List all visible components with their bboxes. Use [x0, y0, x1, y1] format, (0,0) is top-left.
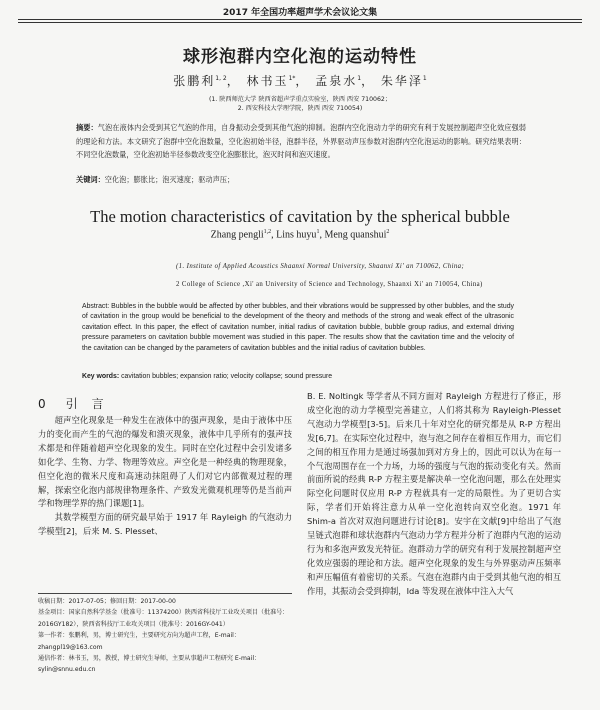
en-keywords-text: cavitation bubbles; expansion ratio; velocity collapse; sound pressure [121, 373, 333, 380]
cn-author: 朱华泽 [380, 74, 423, 88]
cn-author-sup: 1, 2 [215, 75, 227, 82]
en-abstract [82, 302, 514, 354]
running-header: 2017 年全国功率超声学术会议论文集 [222, 8, 378, 18]
cn-author-sup: 1 [422, 75, 427, 82]
section-title: 引言 [65, 397, 118, 411]
en-authors: Zhang pengli$^{1,2}$, Lins huyu$^1$, Meng quanshui$^2$ [210, 229, 390, 241]
body-paragraph: B. E. Noltingk 等学者从不同方面对 Rayleigh 方程进行了修正，形成空化泡的动力学模型完善建立，人们将其称为 Rayleigh-Plesset 气泡动力学模型[3-5]。后来几十年对空化的研究都是从 R-P 方程出发[6,7]。在实际空化过程中，泡与泡之间存在着相互作用力，而它们之间的相互作用力是通过场强加到对方身上的，因此可以认为在每一个气泡周围存在一个力场，力场的强度与气泡的振动变化有关。然而前面所说的经典 R-P 方程主要是解决单一空化泡问题，那么在处理实际空化问题时仅应用 R-P 方程就具有一定的局限性。为了更切合实际，学者们开始将注意力从单一空化泡转向双空化泡。1971 年 Shim-a 首次对双泡问题进行讨论[8]。安宇在文献[9]中给出了气泡呈链式泡群和球状泡群内气泡动力学方程并分析了泡群内气泡的运动行为和多泡声致发光特征。泡群动力学的研究有利于发展控制超声空化效应强弱的理论和方法。超声空化现象的发生与外界驱动声压频率和声压幅值有着密切的关系。气泡在泡群内由于受到其他气泡的相互作用，其振动会受到抑制，Ida 等发现在液体中注入大气 [307, 391, 561, 596]
cn-author: 张鹏利 [173, 74, 216, 88]
en-author-sup: 1,2 [263, 229, 272, 235]
footnote: 第一作者：张鹏利，男，博士研究生，主要研究方向为超声工程，E-mail：zhangpl19@163.com [38, 632, 240, 651]
en-author: Meng quanshui [324, 229, 387, 241]
right-column-body [307, 390, 561, 599]
en-abstract-text: Bubbles in the bubble would be affected by other bubbles, and their vibrations would be suppressed by other bubbles, and the study of cavitation in the group would be beneficial to the development of the theory and methods of the strong and weak effect of the ultrasonic cavitation effect. In this paper, the effect of cavitation number, initial radius of cavitation bubble, bubble group radius, and external driving pressure parameters on cavitation bubble movement was studied in this paper. The results show that the cavitation time and the velocity of the cavitation can be changed by the parameters of cavitation bubbles and the initial radius of cavitation bubbles. [82, 303, 514, 352]
cn-affiliation-2: 2. 西安科技大学理学院，陕西 西安 710054) [237, 105, 363, 112]
header-rule-thin [18, 22, 582, 23]
en-keywords [82, 373, 514, 380]
cn-title: 球形泡群内空化泡的运动特性 [183, 47, 417, 67]
en-title: The motion characteristics of cavitation by the spherical bubble [90, 207, 510, 226]
cn-author: 孟泉水 [315, 74, 358, 88]
en-author-sup: 2 [386, 229, 390, 235]
en-author-sup: 1 [316, 229, 320, 235]
header-rule [18, 19, 582, 20]
cn-author-sup: 1* [288, 75, 296, 82]
cn-author: 林书玉 [246, 74, 289, 88]
cn-abstract-text: 气泡在液体内会受到其它气泡的作用，自身振动会受到其他气泡的抑制。泡群内空化泡动力学的研究有利于发展控制超声空化效应强弱的理论和方法。本文研究了泡群中空化泡数量，空化泡初始半径，泡群半径，外界驱动声压参数对泡群内空化泡运动的影响。研究结果表明：不同空化泡数量，空化泡初始半径参数改变空化泡膨胀比，泡灭时间和泡灭速度。 [76, 123, 526, 160]
body-paragraph: 超声空化现象是一种发生在液体中的强声现象，是由于液体中压力的变化而产生的气泡的爆发和溃灭现象，液体中几乎所有的强声技术都是和伴随着超声空化现象的发生。同时在空化过程中会引发诸多如化学、生物、力学、物理等效应。声空化是一种经典的物理现象，但空化泡的微米尺度和高速动抹阻碍了人们对它内部微观过程的理解，探索空化泡内部规律物理条件、产致发光微观机理等仍是当前声学和物理学界的热门课题[1]。 [38, 415, 292, 509]
cn-keywords [76, 175, 526, 185]
en-author: Lins huyu [276, 229, 317, 241]
footnote: 基金项目：国家自然科学基金（批准号：11374200）陕西省科技厅工业攻关项目（批准号：2016GY182），陕西省科技厅工业攻关项目（批准号：2016GY-041） [38, 609, 289, 628]
en-keywords-label: Key words: [82, 373, 120, 380]
cn-keywords-label: 关键词： [76, 175, 105, 184]
cn-abstract-label: 摘要： [76, 123, 98, 132]
en-author: Zhang pengli [210, 229, 264, 241]
left-column-body [38, 414, 292, 539]
section-heading [38, 395, 118, 412]
cn-keywords-text: 空化泡；膨胀比；泡灭速度；驱动声压； [104, 175, 235, 184]
footnote: 通信作者：林书玉，男，教授，博士研究生导师，主要从事超声工程研究 E-mail：sylin@snnu.edu.cn [38, 655, 261, 674]
cn-affiliation-1: (1. 陕西师范大学 陕西省超声学重点实验室，陕西 西安 710062； [208, 96, 392, 103]
footnote-rule [38, 593, 292, 594]
body-paragraph: 其数学模型方面的研究最早始于 1917 年 Rayleigh 的气泡动力学模型[2]，后来 M. S. Plesset、 [38, 512, 292, 537]
cn-authors: 张鹏利$^{1, 2}$， 林书玉$^{1*}$， 孟泉水$^1$， 朱华泽$^1$ [173, 74, 427, 88]
footnote: 收稿日期：2017-07-05；修回日期：2017-00-00 [38, 598, 176, 605]
section-number: 0 [38, 397, 46, 411]
footnotes [38, 596, 292, 676]
en-abstract-label: Abstract: [82, 303, 110, 310]
en-affiliation-2: 2 College of Science ,Xi' an University of Science and Technology, Shaanxi Xi' an 710054, China) [176, 281, 483, 288]
en-affiliation-1: (1. Institute of Applied Acoustics Shaanxi Normal University, Shaanxi Xi' an 710062, China; [176, 263, 465, 270]
cn-author-sup: 1 [357, 75, 362, 82]
cn-abstract [76, 121, 526, 162]
